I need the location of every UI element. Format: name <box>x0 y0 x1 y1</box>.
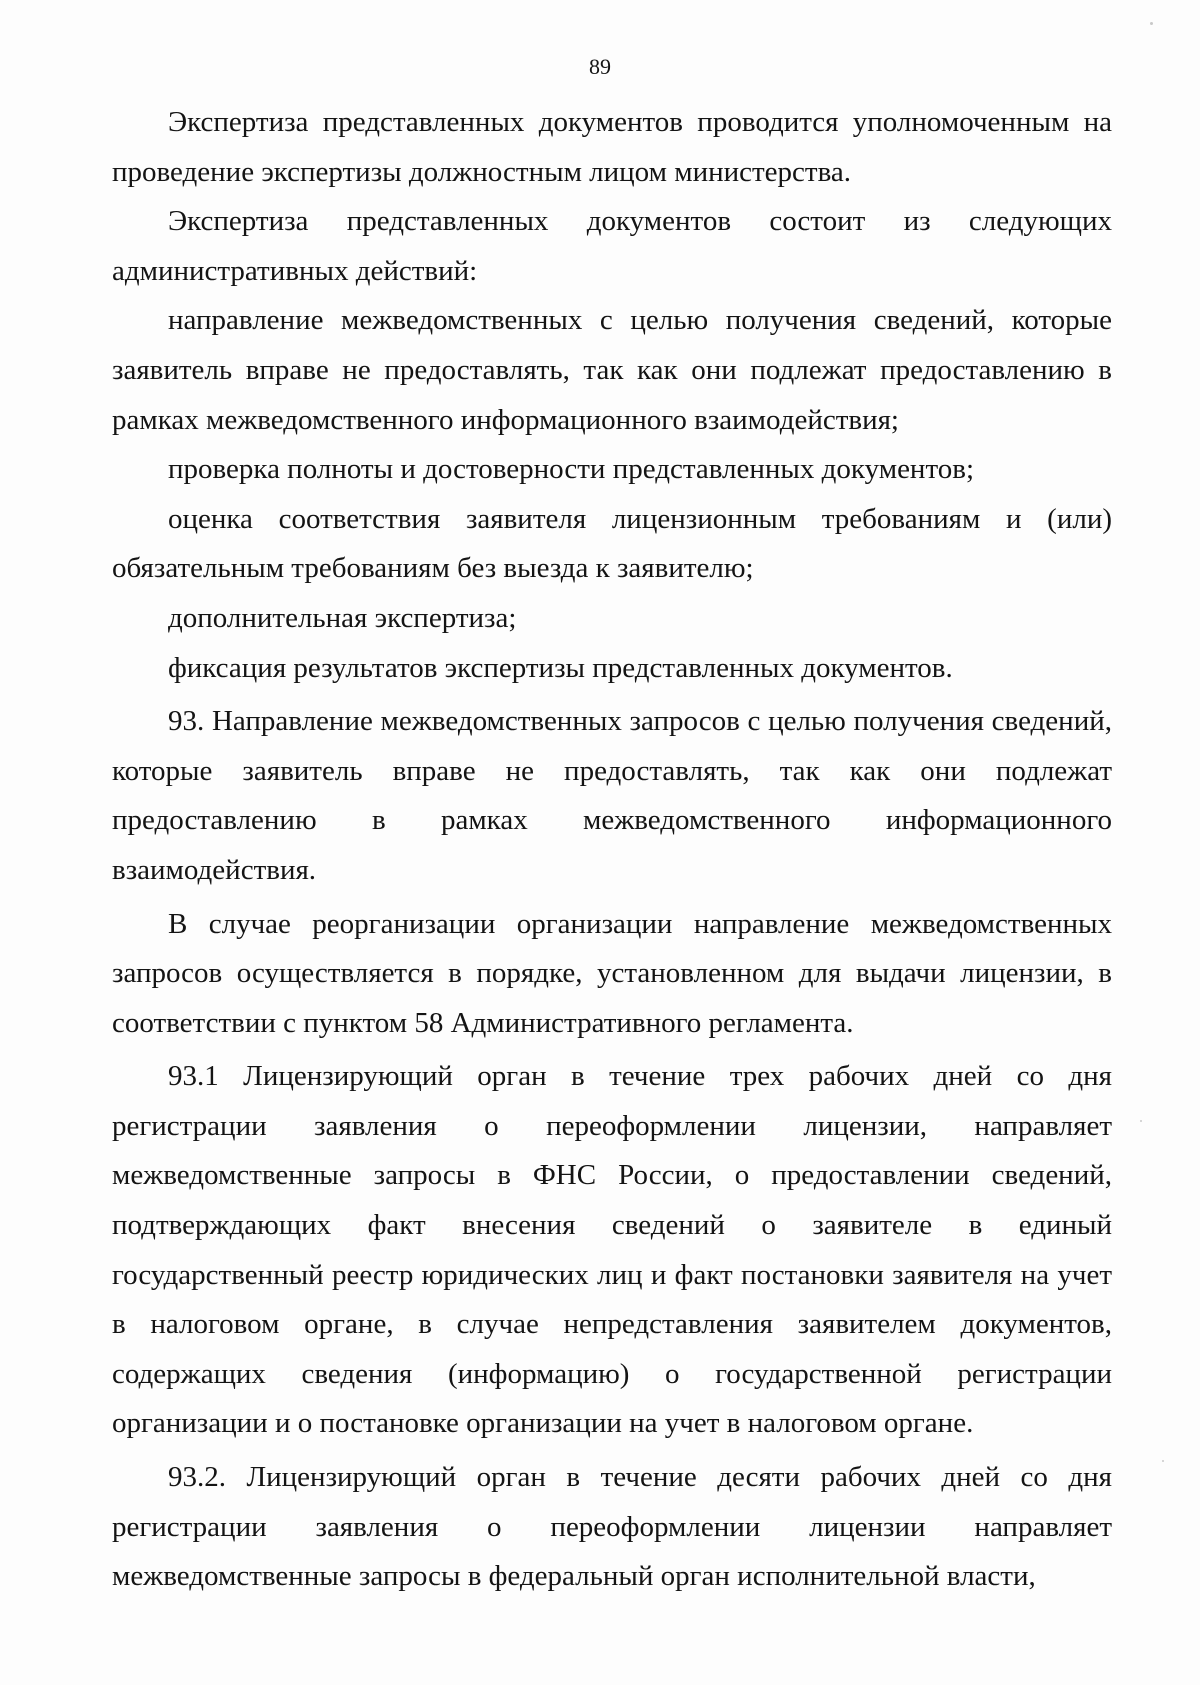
scan-speck <box>1140 1120 1142 1122</box>
paragraph-reorganization: В случае реорганизации организации направление межведомственных запросов осуществляется в порядке, установленном для выдачи лицензии, в соответствии с пунктом 58 Административного регламента. <box>112 907 1112 1039</box>
list-item-interagency-requests: направление межведомственных с целью получения сведений, которые заявитель вправе не предоставлять, так как они подлежат предоставлению в рамках межведомственного информационного взаимодействия; <box>112 304 1112 436</box>
list-item-completeness-check: проверка полноты и достоверности представленных документов; <box>168 453 974 486</box>
paragraph-expertise-composition: Экспертиза представленных документов состоит из следующих административных действий: <box>112 205 1112 287</box>
paragraph-section-93-1: 93.1 Лицензирующий орган в течение трех рабочих дней со дня регистрации заявления о переоформлении лицензии, направляет межведомственные запросы в ФНС России, о предоставлении сведений, подтверждающих факт внесения сведений о заявителе в единый государственный реестр юридических лиц и факт постановки заявителя на учет в налоговом органе, в случае непредставления заявителем документов, содержащих сведения (информацию) о государственной регистрации организации и о постановке организации на учет в налоговом органе. <box>112 1060 1112 1440</box>
paragraph-section-93: 93. Направление межведомственных запросов с целью получения сведений, которые заявитель вправе не предоставлять, так как они подлежат предоставлению в рамках межведомственного информационного взаимодействия. <box>112 705 1112 886</box>
page-number: 89 <box>589 54 611 79</box>
scan-speck <box>1162 1460 1164 1462</box>
list-item-additional-expertise: дополнительная экспертиза; <box>168 601 517 634</box>
list-item-results-recording: фиксация результатов экспертизы представленных документов. <box>168 651 953 684</box>
paragraph-expertise-performer: Экспертиза представленных документов проводится уполномоченным на проведение экспертизы должностным лицом министерства. <box>112 106 1112 188</box>
document-body <box>112 98 1112 1602</box>
scan-speck <box>1150 22 1153 25</box>
list-item-compliance-assessment: оценка соответствия заявителя лицензионным требованиям и (или) обязательным требованиям без выезда к заявителю; <box>112 502 1112 585</box>
paragraph-section-93-2: 93.2. Лицензирующий орган в течение десяти рабочих дней со дня регистрации заявления о переоформлении лицензии направляет межведомственные запросы в федеральный орган исполнительной власти, <box>112 1461 1112 1593</box>
